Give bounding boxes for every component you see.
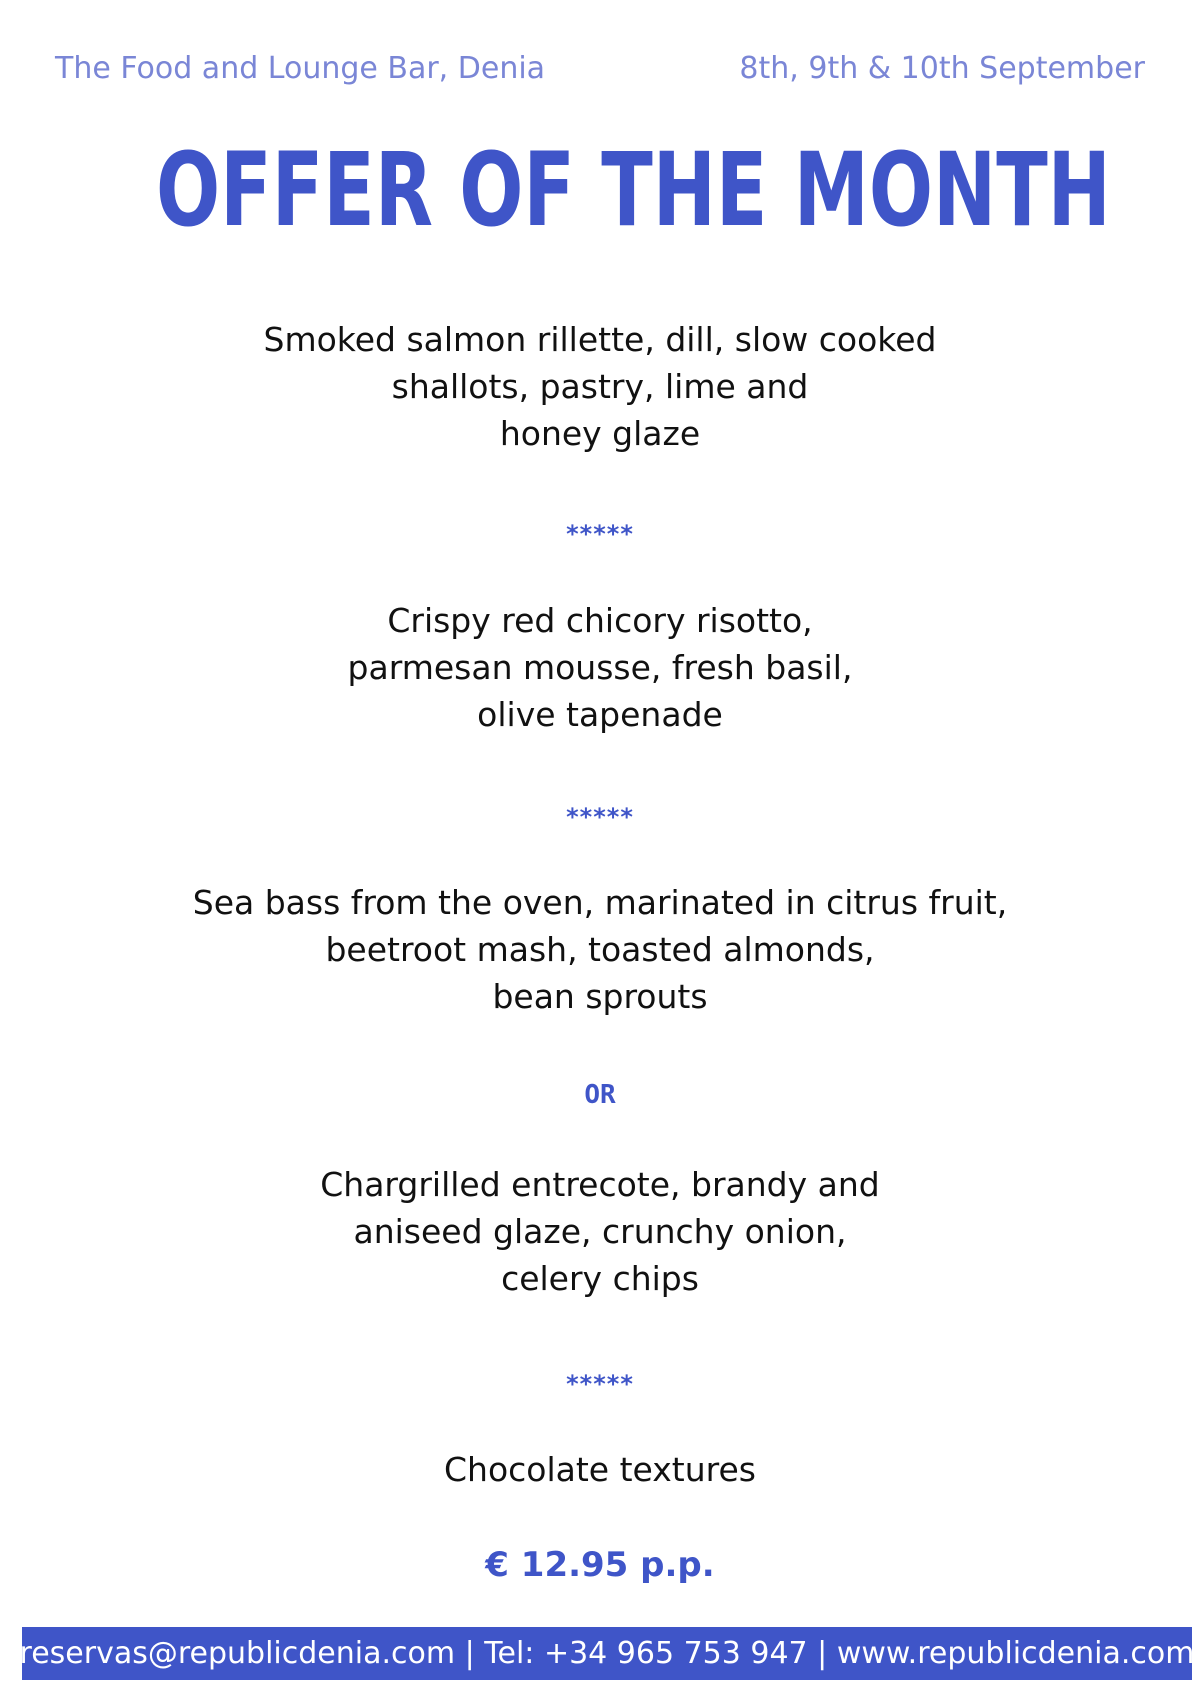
page-title: OFFER OF THE MONTH — [156, 131, 1111, 250]
venue-name: The Food and Lounge Bar, Denia — [55, 50, 546, 86]
course-second — [0, 597, 1200, 738]
contact-footer — [19, 1627, 1195, 1680]
course-main-fish — [0, 879, 1200, 1020]
course-line: parmesan mousse, fresh basil, — [347, 648, 853, 687]
course-line: Crispy red chicory risotto, — [387, 601, 813, 640]
course-separator: ***** — [566, 520, 634, 548]
course-line: celery chips — [501, 1259, 699, 1298]
event-dates: 8th, 9th & 10th September — [739, 50, 1145, 86]
contact-info: reservas@republicdenia.com | Tel: +34 965 753 947 | www.republicdenia.com — [19, 1636, 1195, 1671]
course-main-meat — [0, 1161, 1200, 1302]
course-line: honey glaze — [499, 414, 701, 453]
course-line: Smoked salmon rillette, dill, slow cooked — [263, 320, 937, 359]
course-line: Chargrilled entrecote, brandy and — [320, 1165, 880, 1204]
course-line: bean sprouts — [492, 977, 708, 1016]
course-starter — [0, 316, 1200, 457]
course-separator: ***** — [566, 1370, 634, 1398]
or-label: OR — [584, 1080, 616, 1110]
course-dessert — [0, 1446, 1200, 1493]
course-line: aniseed glaze, crunchy onion, — [353, 1212, 847, 1251]
price: € 12.95 p.p. — [485, 1545, 715, 1585]
page-header — [55, 46, 1145, 90]
course-line: Chocolate textures — [444, 1450, 756, 1489]
course-line: olive tapenade — [477, 695, 723, 734]
course-line: Sea bass from the oven, marinated in citrus fruit, — [192, 883, 1008, 922]
course-line: beetroot mash, toasted almonds, — [325, 930, 875, 969]
course-line: shallots, pastry, lime and — [391, 367, 809, 406]
course-separator: ***** — [566, 803, 634, 831]
